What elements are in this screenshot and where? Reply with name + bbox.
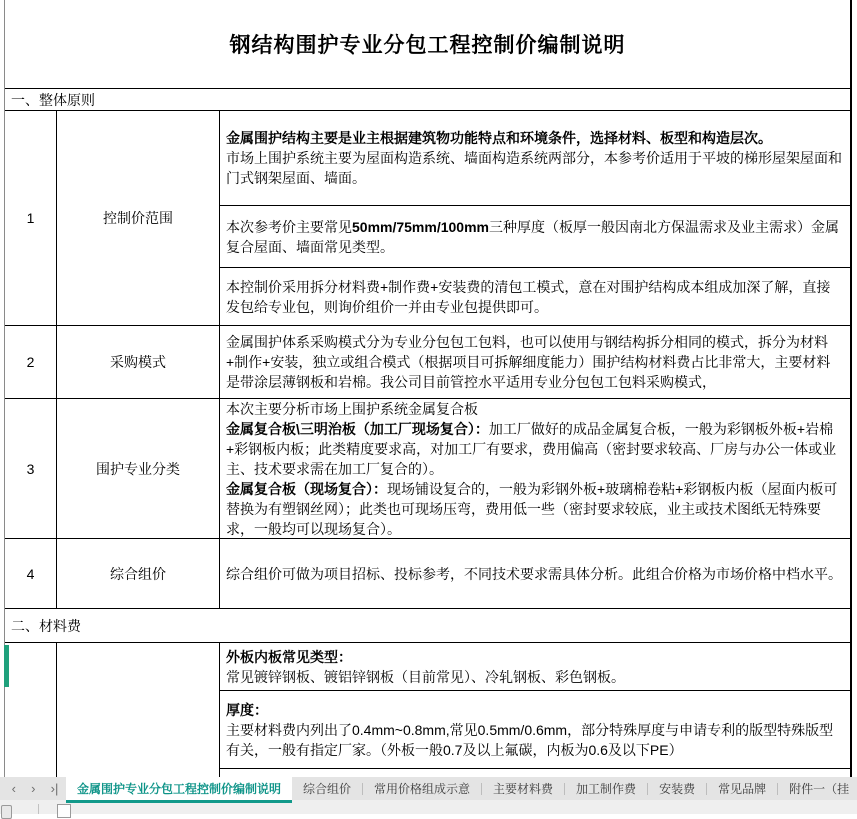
row-number: 2 (26, 354, 35, 370)
category-label: 围护专业分类 (96, 460, 180, 477)
sheet-tab-active[interactable]: 金属围护专业分包工程控制价编制说明 (66, 777, 292, 800)
description-cell[interactable] (220, 539, 850, 608)
cell-text-bold: 金属围护结构主要是业主根据建筑物功能特点和环境条件，选择材料、板型和构造层次。 (226, 130, 772, 146)
row-number-cell[interactable] (5, 399, 57, 538)
row-number-cell[interactable] (5, 326, 57, 398)
cell-text: 常见镀锌钢板、镀铝锌钢板（目前常见）、冷轧钢板、彩色钢板。 (226, 668, 625, 685)
cell-text: 本控制价采用拆分材料费+制作费+安装费的清包工模式，意在对围护结构成本组成加深了解，直接发包给专业包，则询价组价一并由专业包提供即可。 (226, 278, 831, 315)
description-cells (220, 643, 850, 777)
selected-cell-indicator (4, 645, 9, 687)
active-tab-underline (66, 800, 292, 803)
status-divider (38, 804, 39, 814)
table-row (5, 642, 850, 777)
page-title: 钢结构围护专业分包工程控制价编制说明 (229, 34, 626, 57)
sheet-tab[interactable]: 综合组价 (303, 782, 352, 796)
row-number: 3 (26, 460, 35, 477)
worksheet (4, 0, 852, 777)
cell-text-bold: 厚度： (226, 701, 268, 718)
cell-text: 三种厚度（板厚一般因南北方保温需求及业主需求）金属复合屋面、墙面常见类型。 (226, 218, 839, 255)
description-cell[interactable] (220, 768, 850, 777)
cell-text: 本次参考价主要常见 (226, 218, 352, 235)
description-cells (220, 539, 850, 608)
cell-text-bold: 金属复合板\三明治板（加工厂现场复合）： (226, 420, 489, 437)
sheet-tab[interactable]: 安装费 (659, 782, 696, 796)
row-number: 1 (26, 210, 35, 226)
category-cell[interactable] (57, 111, 220, 325)
section-header-material-cost[interactable] (5, 608, 850, 642)
table-row (5, 398, 850, 538)
description-cell[interactable] (220, 643, 850, 690)
row-number-cell[interactable] (5, 539, 57, 608)
description-cells (220, 326, 850, 398)
description-cell[interactable] (220, 399, 850, 538)
cell-text: 金属围护体系采购模式分为专业分包包工包料，也可以使用与钢结构拆分相同的模式，拆分为材料+制作+安装，独立或组合模式（根据项目可拆解细度能力）围护结构材料费占比非常大，主要材料是带涂层薄钢板和岩棉。我公司目前管控水平适用专业分包包工包料采购模式， (226, 334, 831, 390)
row-number-cell[interactable] (5, 643, 57, 777)
category-label: 采购模式 (110, 354, 166, 370)
cell-text: 现场铺设复合的，一般为彩钢外板+玻璃棉卷粘+彩钢板内板（屋面内板可替换为有塑钢丝网）；此类也可现场压弯，费用低一些（密封要求较底，业主或技术图纸无特殊要求，一般均可以现场复合）。 (226, 480, 838, 537)
description-cell[interactable] (220, 205, 850, 267)
cell-text: 市场上围护系统主要为屋面构造系统、墙面构造系统两部分，本参考价适用于平坡的梯形屋架屋面和门式钢架屋面、墙面。 (226, 150, 842, 186)
category-label: 控制价范围 (103, 210, 173, 226)
scroll-tabs-left-button[interactable]: ‹ (11, 781, 16, 796)
cell-text-bold: 50mm/75mm/100mm (352, 218, 489, 235)
sheet-tab[interactable]: 常见品牌 (718, 782, 767, 796)
category-cell[interactable] (57, 539, 220, 608)
cell-text: 本次主要分析市场上围护系统金属复合板 (226, 400, 478, 417)
table-row (5, 538, 850, 608)
category-cell[interactable] (57, 643, 220, 777)
status-icon[interactable] (57, 804, 71, 818)
table-row (5, 110, 850, 325)
description-cells (220, 399, 850, 538)
cell-text-bold: 金属复合板（现场复合）： (226, 480, 387, 497)
category-label: 综合组价 (110, 565, 166, 582)
row-number: 4 (26, 565, 35, 582)
sheet-tab[interactable]: 主要材料费 (493, 782, 554, 796)
description-cell[interactable] (220, 111, 850, 205)
cell-text: 加工厂做好的成品金属复合板，一般为彩钢板外板+岩棉+彩钢板内板；此类精度要求高，对加工厂有要求，费用偏高（密封要求较高、厂房与办公一体或业主、技术要求需在加工厂复合的）。 (226, 420, 837, 477)
section-label: 一、整体原则 (11, 91, 95, 108)
sheet-tab-bar (0, 777, 857, 800)
row-number-cell[interactable] (5, 111, 57, 325)
sheet-tab[interactable]: 加工制作费 (576, 782, 637, 796)
category-cell[interactable] (57, 399, 220, 538)
cell-paragraph (226, 419, 844, 479)
title-cell[interactable] (5, 0, 850, 88)
description-cells (220, 111, 850, 325)
description-cell[interactable] (220, 326, 850, 398)
sheet-tab[interactable]: 常用价格组成示意 (374, 782, 471, 796)
description-cell[interactable] (220, 690, 850, 768)
sheet-tab[interactable]: 附件一（挂 (789, 782, 850, 796)
cell-paragraph (226, 479, 844, 539)
section-header-overall-principles[interactable] (5, 88, 850, 110)
category-cell[interactable] (57, 326, 220, 398)
cell-text: 综合组价可做为项目招标、投标参考，不同技术要求需具体分析。此组合价格为市场价格中档水平。 (226, 565, 842, 582)
description-cell[interactable] (220, 267, 850, 325)
scroll-tabs-last-button[interactable]: ›| (50, 781, 59, 796)
table-row (5, 325, 850, 398)
cell-paragraph (226, 217, 844, 257)
section-label: 二、材料费 (11, 617, 81, 634)
status-icon[interactable] (1, 805, 12, 819)
cell-text-bold: 外板内板常见类型： (226, 648, 352, 665)
tab-navigation (0, 777, 66, 800)
scroll-tabs-right-button[interactable]: › (31, 781, 36, 796)
cell-text: 主要材料费内列出了0.4mm~0.8mm,常见0.5mm/0.6mm，部分特殊厚度与申请专利的版型特殊版型有关，一般有指定厂家。（外板一般0.7及以上氟碳，内板为0.6及以下PE） (226, 721, 834, 758)
